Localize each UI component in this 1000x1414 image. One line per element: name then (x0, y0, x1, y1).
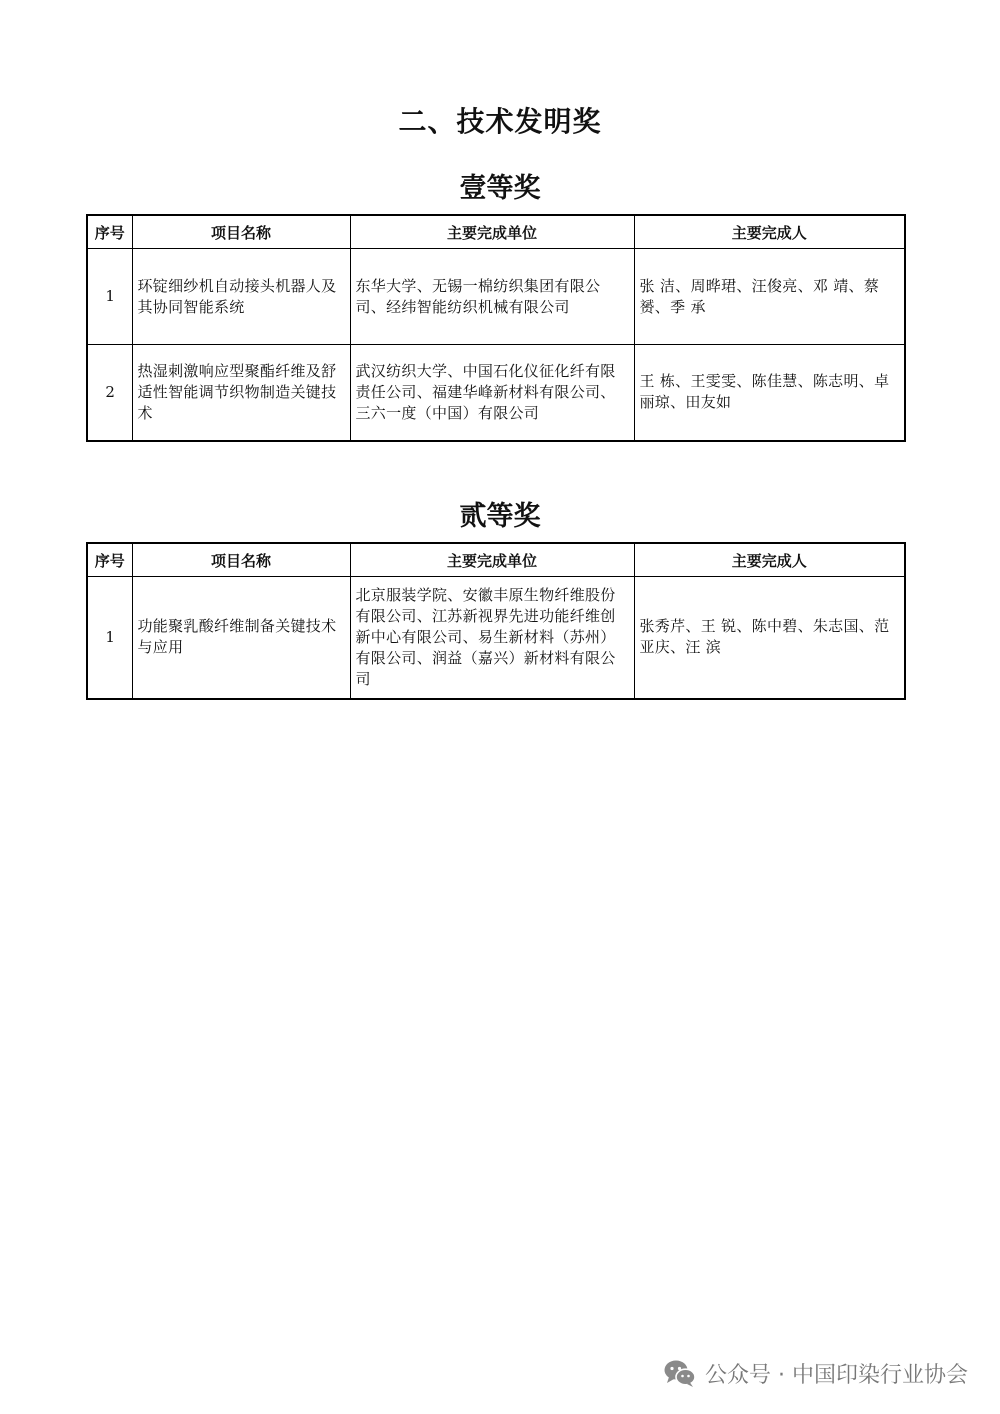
header-number: 序号 (87, 215, 132, 249)
completion-persons: 张秀芹、王 锐、陈中碧、朱志国、范亚庆、汪 滨 (634, 577, 905, 699)
row-number: 1 (87, 577, 132, 699)
completion-units: 东华大学、无锡一棉纺织集团有限公司、经纬智能纺织机械有限公司 (350, 249, 634, 345)
project-name: 热湿刺激响应型聚酯纤维及舒适性智能调节织物制造关键技术 (132, 345, 350, 441)
table-header-row (87, 215, 905, 249)
completion-persons: 王 栋、王雯雯、陈佳慧、陈志明、卓丽琼、田友如 (634, 345, 905, 441)
table-row (87, 345, 905, 441)
header-project: 项目名称 (132, 543, 350, 577)
table-row (87, 577, 905, 699)
header-number: 序号 (87, 543, 132, 577)
completion-persons: 张 洁、周晔珺、汪俊亮、邓 靖、蔡 赟、季 承 (634, 249, 905, 345)
award-table-first-class (86, 214, 906, 442)
award-level-title: 壹等奖 (459, 173, 541, 204)
table-row (87, 249, 905, 345)
table-header-row (87, 543, 905, 577)
section-title: 二、技术发明奖 (398, 105, 602, 138)
wechat-icon (663, 1358, 697, 1388)
completion-units: 武汉纺织大学、中国石化仪征化纤有限责任公司、福建华峰新材料有限公司、三六一度（中国）有限公司 (350, 345, 634, 441)
project-name: 环锭细纱机自动接头机器人及其协同智能系统 (132, 249, 350, 345)
footer-label: 公众号 · 中国印染行业协会 (705, 1362, 968, 1388)
header-project: 项目名称 (132, 215, 350, 249)
row-number: 2 (87, 345, 132, 441)
award-level-title: 贰等奖 (459, 501, 541, 532)
header-units: 主要完成单位 (350, 215, 634, 249)
header-persons: 主要完成人 (634, 543, 905, 577)
wechat-official-account-footer (663, 1353, 968, 1393)
row-number: 1 (87, 249, 132, 345)
project-name: 功能聚乳酸纤维制备关键技术与应用 (132, 577, 350, 699)
award-table-second-class (86, 542, 906, 700)
completion-units: 北京服装学院、安徽丰原生物纤维股份有限公司、江苏新视界先进功能纤维创新中心有限公司、易生新材料（苏州）有限公司、润益（嘉兴）新材料有限公司 (350, 577, 634, 699)
header-units: 主要完成单位 (350, 543, 634, 577)
header-persons: 主要完成人 (634, 215, 905, 249)
